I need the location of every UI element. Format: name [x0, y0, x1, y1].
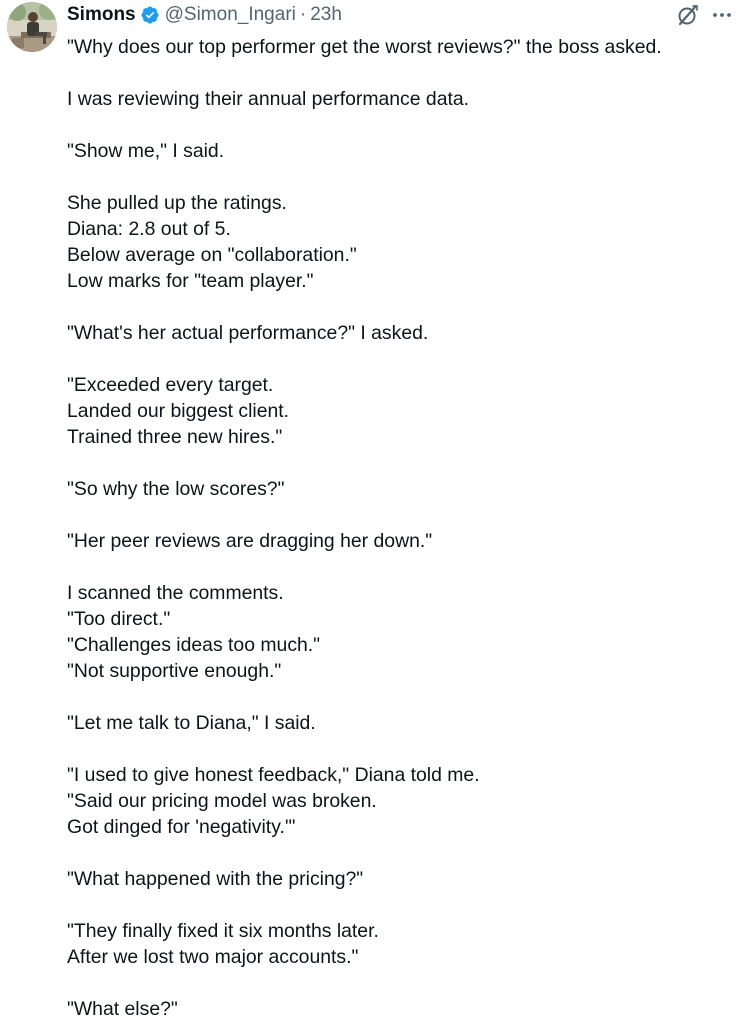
blank-line — [67, 346, 735, 372]
tweet-text-line: Below average on "collaboration." — [67, 244, 357, 266]
tweet-text-line: "Challenges ideas too much." — [67, 634, 321, 656]
blank-line — [67, 60, 735, 86]
tweet-text-line: "Not supportive enough." — [67, 660, 282, 682]
blank-line — [67, 736, 735, 762]
tweet-text-line: I scanned the comments. — [67, 582, 284, 604]
tweet-text-line: "Too direct." — [67, 608, 171, 630]
separator-dot: · — [299, 4, 307, 25]
tweet-text-line: "What else?" — [67, 998, 178, 1020]
timestamp[interactable]: 23h — [310, 4, 342, 25]
blank-line — [67, 892, 735, 918]
tweet-text-line: "So why the low scores?" — [67, 478, 285, 500]
blank-line — [67, 502, 735, 528]
tweet-text-line: "What happened with the pricing?" — [67, 868, 364, 890]
blank-line — [67, 554, 735, 580]
blank-line — [67, 970, 735, 996]
tweet-header — [67, 2, 342, 28]
tweet-text-line: Landed our biggest client. — [67, 400, 290, 422]
blank-line — [67, 294, 735, 320]
tweet-text — [67, 34, 735, 1022]
more-options-icon[interactable] — [710, 4, 734, 26]
tweet-text-line: Got dinged for 'negativity.'" — [67, 816, 296, 838]
tweet-text-line: Trained three new hires." — [67, 426, 283, 448]
avatar[interactable] — [7, 2, 57, 52]
blank-line — [67, 450, 735, 476]
blank-line — [67, 840, 735, 866]
tweet-text-line: "Her peer reviews are dragging her down." — [67, 530, 433, 552]
tweet-text-line: "Why does our top performer get the worst reviews?" the boss asked. — [67, 36, 662, 58]
display-name[interactable]: Simons — [67, 4, 136, 25]
grok-icon[interactable] — [676, 3, 700, 27]
tweet-text-line: She pulled up the ratings. — [67, 192, 287, 214]
tweet-text-line: "Exceeded every target. — [67, 374, 274, 396]
blank-line — [67, 684, 735, 710]
blank-line — [67, 164, 735, 190]
tweet-text-line: "I used to give honest feedback," Diana told me. — [67, 764, 480, 786]
tweet-text-line: "They finally fixed it six months later. — [67, 920, 379, 942]
tweet-text-line: After we lost two major accounts." — [67, 946, 359, 968]
tweet-text-line: I was reviewing their annual performance data. — [67, 88, 470, 110]
author-handle[interactable]: @Simon_Ingari — [164, 4, 296, 25]
tweet-text-line: "Let me talk to Diana," I said. — [67, 712, 316, 734]
tweet-text-line: Diana: 2.8 out of 5. — [67, 218, 231, 240]
tweet-text-line: Low marks for "team player." — [67, 270, 314, 292]
tweet-text-line: "What's her actual performance?" I asked. — [67, 322, 429, 344]
avatar-photo-icon — [7, 2, 57, 52]
verified-badge-icon — [140, 5, 160, 25]
tweet-text-line: "Show me," I said. — [67, 140, 225, 162]
tweet-text-line: "Said our pricing model was broken. — [67, 790, 377, 812]
blank-line — [67, 112, 735, 138]
